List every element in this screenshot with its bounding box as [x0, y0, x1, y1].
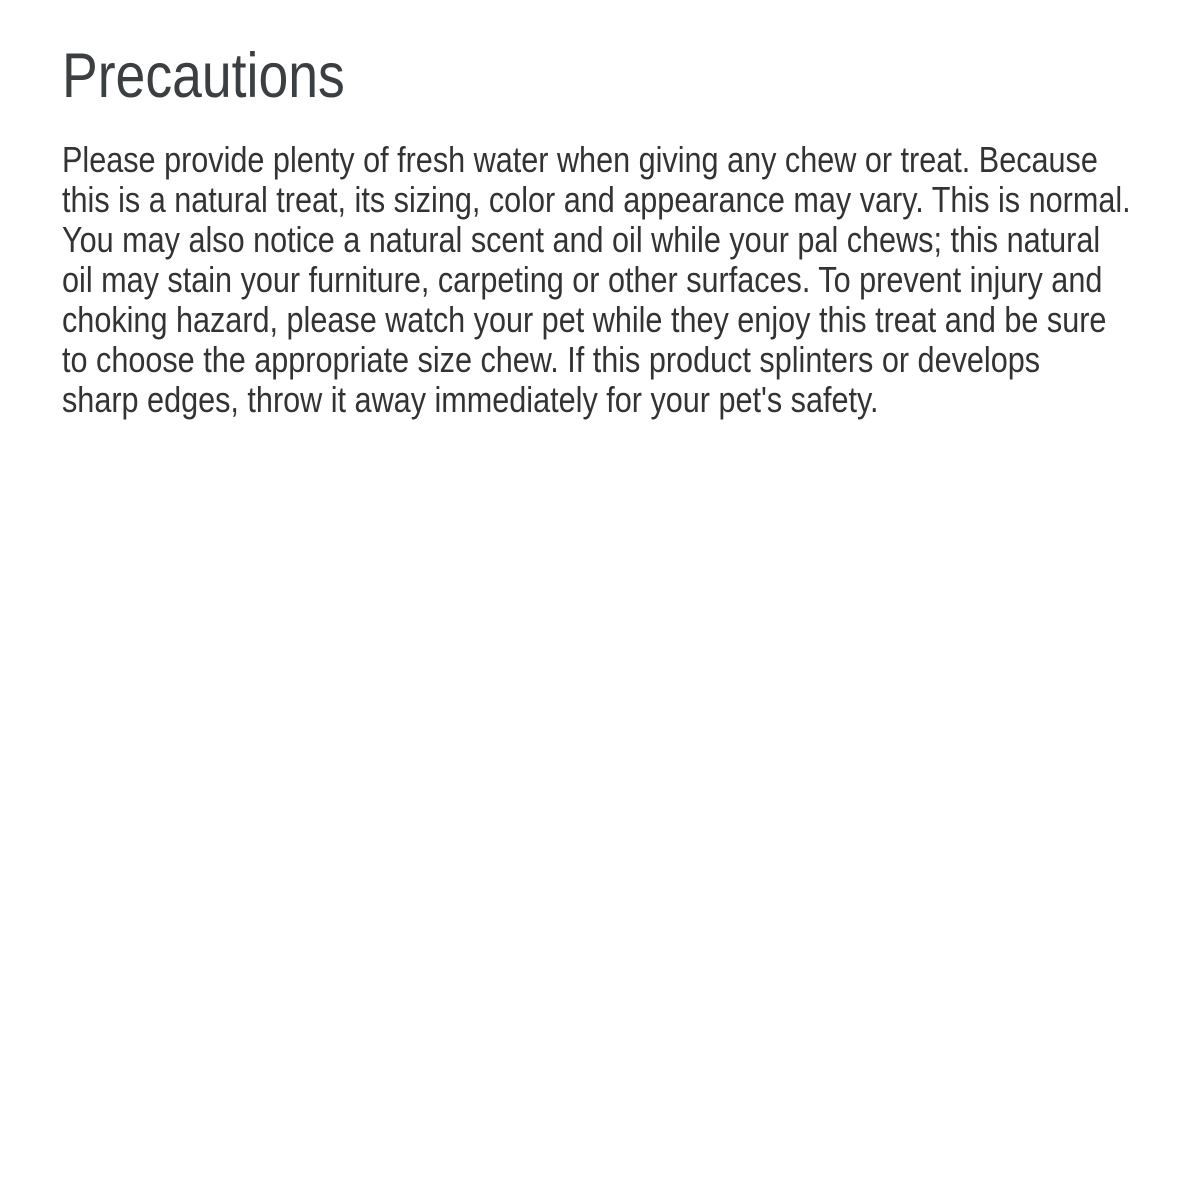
- precautions-paragraph: [62, 140, 1200, 420]
- paragraph-line: this is a natural treat, its sizing, color and appearance may vary. This is normal.: [62, 179, 1131, 220]
- paragraph-line: Please provide plenty of fresh water when giving any chew or treat. Because: [62, 139, 1098, 180]
- paragraph-line: oil may stain your furniture, carpeting or other surfaces. To prevent injury and: [62, 259, 1103, 300]
- paragraph-line: to choose the appropriate size chew. If this product splinters or develops: [62, 339, 1041, 380]
- paragraph-line: You may also notice a natural scent and oil while your pal chews; this natural: [62, 219, 1101, 260]
- paragraph-line: sharp edges, throw it away immediately for your pet's safety.: [62, 379, 879, 420]
- section-title: Precautions: [62, 41, 345, 111]
- paragraph-line: choking hazard, please watch your pet while they enjoy this treat and be sure: [62, 299, 1107, 340]
